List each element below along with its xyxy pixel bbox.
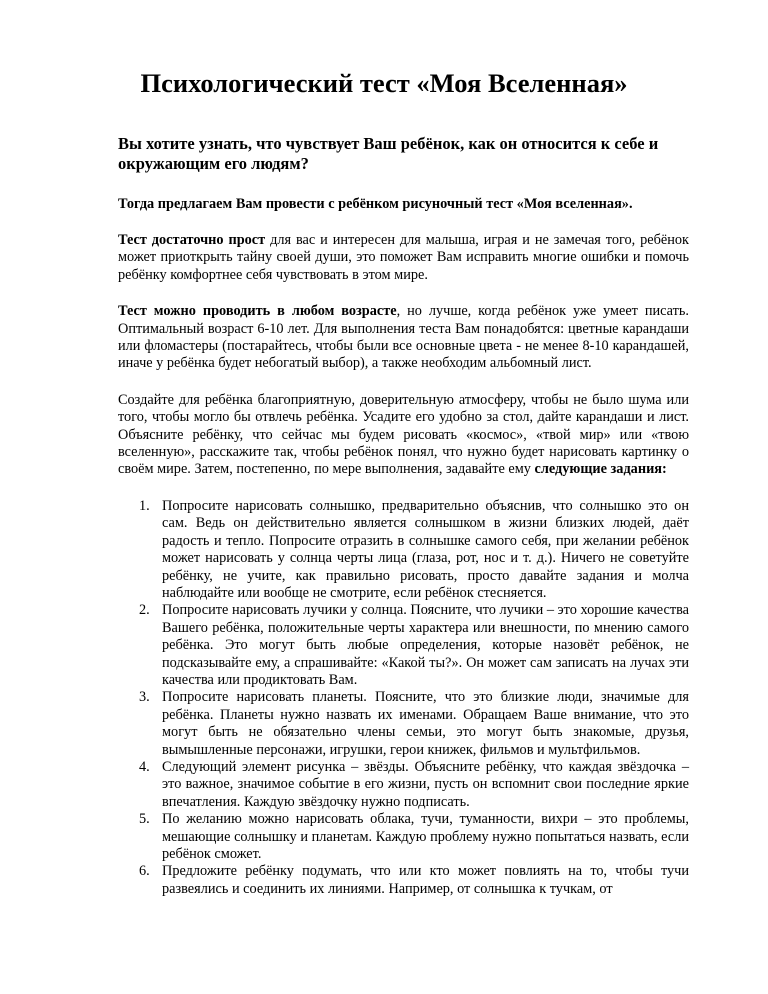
page-title: Психологический тест «Моя Вселенная»	[140, 68, 628, 98]
list-item-text: Попросите нарисовать солнышко, предварительно объяснив, что солнышко это он сам. Ведь он действительно является солнышком в жизни близких людей, даёт радость и тепло. Попросите отразить в солнышке самого себя, при желании ребёнок может нарисовать у солнца черты лица (глаза, рот, нос и т. д.). Ничего не советуйте ребёнку, не учите, как правильно рисовать, просто давайте задания и молча наблюдайте или вообще не смотрите, если ребёнок стесняется.	[162, 497, 689, 601]
offer-paragraph: Тогда предлагаем Вам провести с ребёнком рисуночный тест «Моя вселенная».	[118, 196, 633, 212]
task-list	[118, 498, 689, 898]
paragraph-age-bold: Тест можно проводить в любом возрасте	[118, 303, 397, 320]
list-item	[118, 863, 689, 898]
paragraph-setup-text: Создайте для ребёнка благоприятную, доверительную атмосферу, чтобы не было шума или того, чтобы могло бы отвлечь ребёнка. Усадите его удобно за стол, дайте карандаши и лист. Объясните ребёнку, что сейчас мы будем рисовать «космос», «твой мир» или «твою вселенную», расскажите так, чтобы ребёнок понял, что нужно будет нарисовать картинку о своём мире. Затем, постепенно, по мере выполнения, задавайте ему	[118, 391, 689, 478]
list-item-number: 5.	[139, 811, 150, 828]
list-item-text: Следующий элемент рисунка – звёзды. Объясните ребёнку, что каждая звёздочка – это важное, значимое событие в его жизни, пусть он вспомнит свои последние яркие впечатления. Каждую звёздочку нужно подписать.	[162, 758, 689, 810]
list-item-number: 3.	[139, 689, 150, 706]
paragraph-age	[118, 303, 689, 373]
list-item	[118, 811, 689, 863]
list-item	[118, 602, 689, 689]
lead-question: Вы хотите узнать, что чувствует Ваш ребёнок, как он относится к себе и окружающим его людям?	[118, 134, 659, 173]
paragraph-age-text: , но лучше, когда ребёнок уже умеет писать. Оптимальный возраст 6-10 лет. Для выполнения теста Вам понадобятся: цветные карандаши или фломастеры (постарайтесь, чтобы были все основные цвета - не менее 8-10 карандашей, иначе у ребёнка будет небогатый выбор), а также необходим альбомный лист.	[118, 303, 689, 372]
list-item-number: 6.	[139, 863, 150, 880]
list-item-number: 1.	[139, 497, 150, 514]
list-item-text: По желанию можно нарисовать облака, тучи, туманности, вихри – это проблемы, мешающие солнышку и планетам. Каждую проблему нужно попытаться назвать, если ребёнок сможет.	[162, 811, 689, 862]
list-item-number: 4.	[139, 758, 150, 775]
list-item-text: Предложите ребёнку подумать, что или кто может повлиять на то, чтобы тучи развеялись и соединить их линиями. Например, от солнышка к тучкам, от	[162, 863, 689, 897]
paragraph-simple	[118, 232, 689, 284]
list-item	[118, 498, 689, 602]
document-body	[118, 134, 689, 898]
paragraph-simple-bold: Тест достаточно прост	[118, 232, 266, 248]
paragraph-setup-bold: следующие задания:	[534, 461, 667, 478]
list-item-text: Попросите нарисовать лучики у солнца. Поясните, что лучики – это хорошие качества Вашего ребёнка, положительные черты характера или внешности, по мнению самого ребёнка. Это могут быть любые определения, которые назовёт ребёнок, не подсказывайте ему, а спрашивайте: «Какой ты?». Он может сам записать на лучах эти качества или продиктовать Вам.	[162, 602, 689, 688]
list-item-text: Попросите нарисовать планеты. Поясните, что это близкие люди, значимые для ребёнка. Планеты нужно назвать их именами. Обращаем Ваше внимание, что это могут быть не обязательно члены семьи, это могут быть знакомые, друзья, вымышленные персонажи, игрушки, герои книжек, фильмов и мультфильмов.	[162, 689, 689, 758]
list-item	[118, 759, 689, 811]
paragraph-setup	[118, 392, 689, 479]
paragraph-simple-text: для вас и интересен для малыша, играя и не замечая того, ребёнок может приоткрыть тайну своей души, это поможет Вам исправить многие ошибки и помочь ребёнку комфортнее себя чувствовать в этом мире.	[118, 232, 689, 283]
list-item	[118, 689, 689, 759]
list-item-number: 2.	[139, 602, 150, 619]
